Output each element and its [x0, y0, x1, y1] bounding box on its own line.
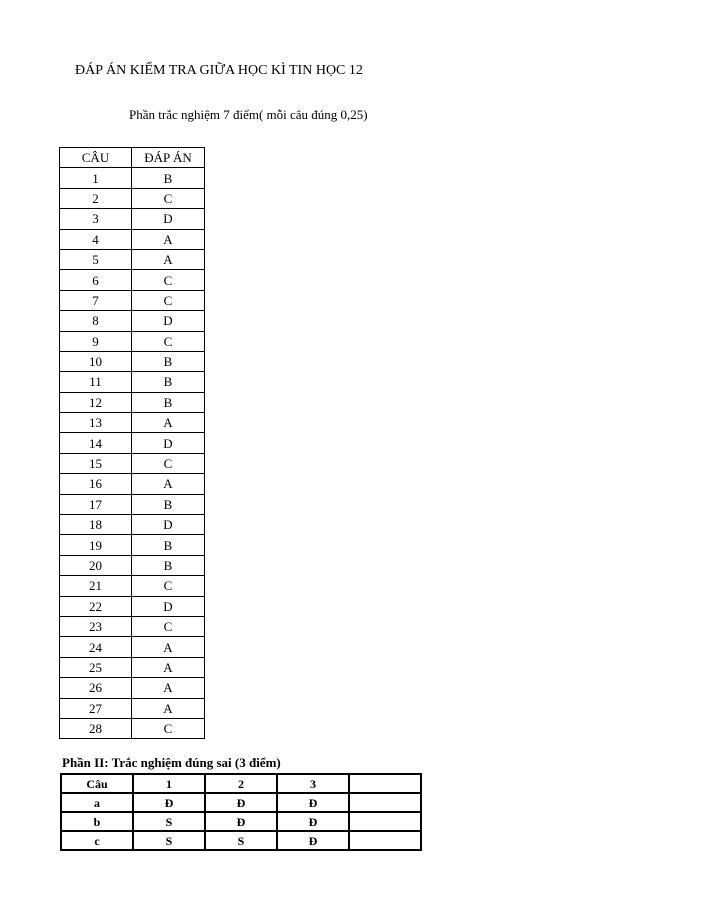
answer-value: D	[132, 311, 205, 331]
page-title: ĐÁP ÁN KIỂM TRA GIỮA HỌC KÌ TIN HỌC 12	[75, 63, 363, 78]
cell-value	[349, 831, 421, 850]
answer-value: B	[132, 372, 205, 392]
answer-value: A	[132, 678, 205, 698]
column-header: 3	[277, 774, 349, 793]
question-number: 10	[60, 351, 132, 371]
answer-value: C	[132, 718, 205, 738]
table-row	[60, 392, 205, 412]
answer-value: D	[132, 433, 205, 453]
table-row	[60, 229, 205, 249]
answer-value: B	[132, 168, 205, 188]
answer-key-table	[59, 147, 205, 739]
column-header	[349, 774, 421, 793]
question-number: 22	[60, 596, 132, 616]
answer-value: B	[132, 535, 205, 555]
answer-value: A	[132, 657, 205, 677]
question-number: 20	[60, 555, 132, 575]
answer-value: B	[132, 555, 205, 575]
answer-value: A	[132, 229, 205, 249]
table-row	[60, 331, 205, 351]
question-number: 12	[60, 392, 132, 412]
answer-value: C	[132, 270, 205, 290]
column-header-question: CÂU	[60, 148, 132, 168]
question-number: 8	[60, 311, 132, 331]
answer-value: A	[132, 249, 205, 269]
table-row	[60, 188, 205, 208]
table-header-row	[61, 774, 421, 793]
table-row	[60, 535, 205, 555]
answer-value: C	[132, 616, 205, 636]
table-row	[61, 812, 421, 831]
table-row	[61, 831, 421, 850]
table-row	[60, 168, 205, 188]
question-number: 19	[60, 535, 132, 555]
question-number: 24	[60, 637, 132, 657]
question-number: 27	[60, 698, 132, 718]
table-row	[60, 433, 205, 453]
cell-value: Đ	[277, 831, 349, 850]
row-label: c	[61, 831, 133, 850]
table-row	[60, 413, 205, 433]
table-row	[60, 351, 205, 371]
table-row	[60, 718, 205, 738]
cell-value: Đ	[205, 812, 277, 831]
table-row	[60, 657, 205, 677]
answer-value: A	[132, 413, 205, 433]
table-row	[60, 494, 205, 514]
question-number: 21	[60, 576, 132, 596]
question-number: 14	[60, 433, 132, 453]
true-false-table	[60, 773, 422, 851]
table-row	[60, 249, 205, 269]
table-row	[60, 637, 205, 657]
answer-value: C	[132, 290, 205, 310]
table-header-row	[60, 148, 205, 168]
table-row	[61, 793, 421, 812]
table-row	[60, 474, 205, 494]
question-number: 13	[60, 413, 132, 433]
cell-value: Đ	[133, 793, 205, 812]
question-number: 16	[60, 474, 132, 494]
answer-value: C	[132, 576, 205, 596]
answer-value: A	[132, 698, 205, 718]
answer-value: B	[132, 494, 205, 514]
question-number: 7	[60, 290, 132, 310]
cell-value	[349, 793, 421, 812]
question-number: 15	[60, 453, 132, 473]
table-row	[60, 596, 205, 616]
cell-value: Đ	[277, 812, 349, 831]
question-number: 26	[60, 678, 132, 698]
table-row	[60, 698, 205, 718]
section-subtitle: Phần trắc nghiệm 7 điểm( mỗi câu đúng 0,25)	[129, 107, 368, 122]
answer-value: C	[132, 188, 205, 208]
column-header-answer: ĐÁP ÁN	[132, 148, 205, 168]
table-row	[60, 372, 205, 392]
cell-value: Đ	[277, 793, 349, 812]
column-header: 2	[205, 774, 277, 793]
question-number: 1	[60, 168, 132, 188]
table-row	[60, 311, 205, 331]
answer-value: A	[132, 474, 205, 494]
answer-value: B	[132, 351, 205, 371]
row-label: b	[61, 812, 133, 831]
answer-value: C	[132, 453, 205, 473]
table-row	[60, 453, 205, 473]
question-number: 4	[60, 229, 132, 249]
question-number: 18	[60, 515, 132, 535]
table-row	[60, 678, 205, 698]
answer-value: B	[132, 392, 205, 412]
answer-value: D	[132, 515, 205, 535]
question-number: 28	[60, 718, 132, 738]
question-number: 6	[60, 270, 132, 290]
table-row	[60, 555, 205, 575]
table-row	[60, 576, 205, 596]
question-number: 9	[60, 331, 132, 351]
answer-value: A	[132, 637, 205, 657]
question-number: 11	[60, 372, 132, 392]
answer-value: D	[132, 209, 205, 229]
table-row	[60, 616, 205, 636]
table-row	[60, 515, 205, 535]
table-row	[60, 290, 205, 310]
row-label: a	[61, 793, 133, 812]
table-row	[60, 270, 205, 290]
column-header: 1	[133, 774, 205, 793]
part2-title: Phần II: Trắc nghiệm đúng sai (3 điểm)	[62, 755, 281, 770]
cell-value: S	[133, 812, 205, 831]
question-number: 17	[60, 494, 132, 514]
question-number: 23	[60, 616, 132, 636]
cell-value: S	[133, 831, 205, 850]
cell-value	[349, 812, 421, 831]
question-number: 25	[60, 657, 132, 677]
cell-value: S	[205, 831, 277, 850]
question-number: 3	[60, 209, 132, 229]
question-number: 5	[60, 249, 132, 269]
cell-value: Đ	[205, 793, 277, 812]
question-number: 2	[60, 188, 132, 208]
table-row	[60, 209, 205, 229]
column-header: Câu	[61, 774, 133, 793]
answer-value: D	[132, 596, 205, 616]
answer-value: C	[132, 331, 205, 351]
